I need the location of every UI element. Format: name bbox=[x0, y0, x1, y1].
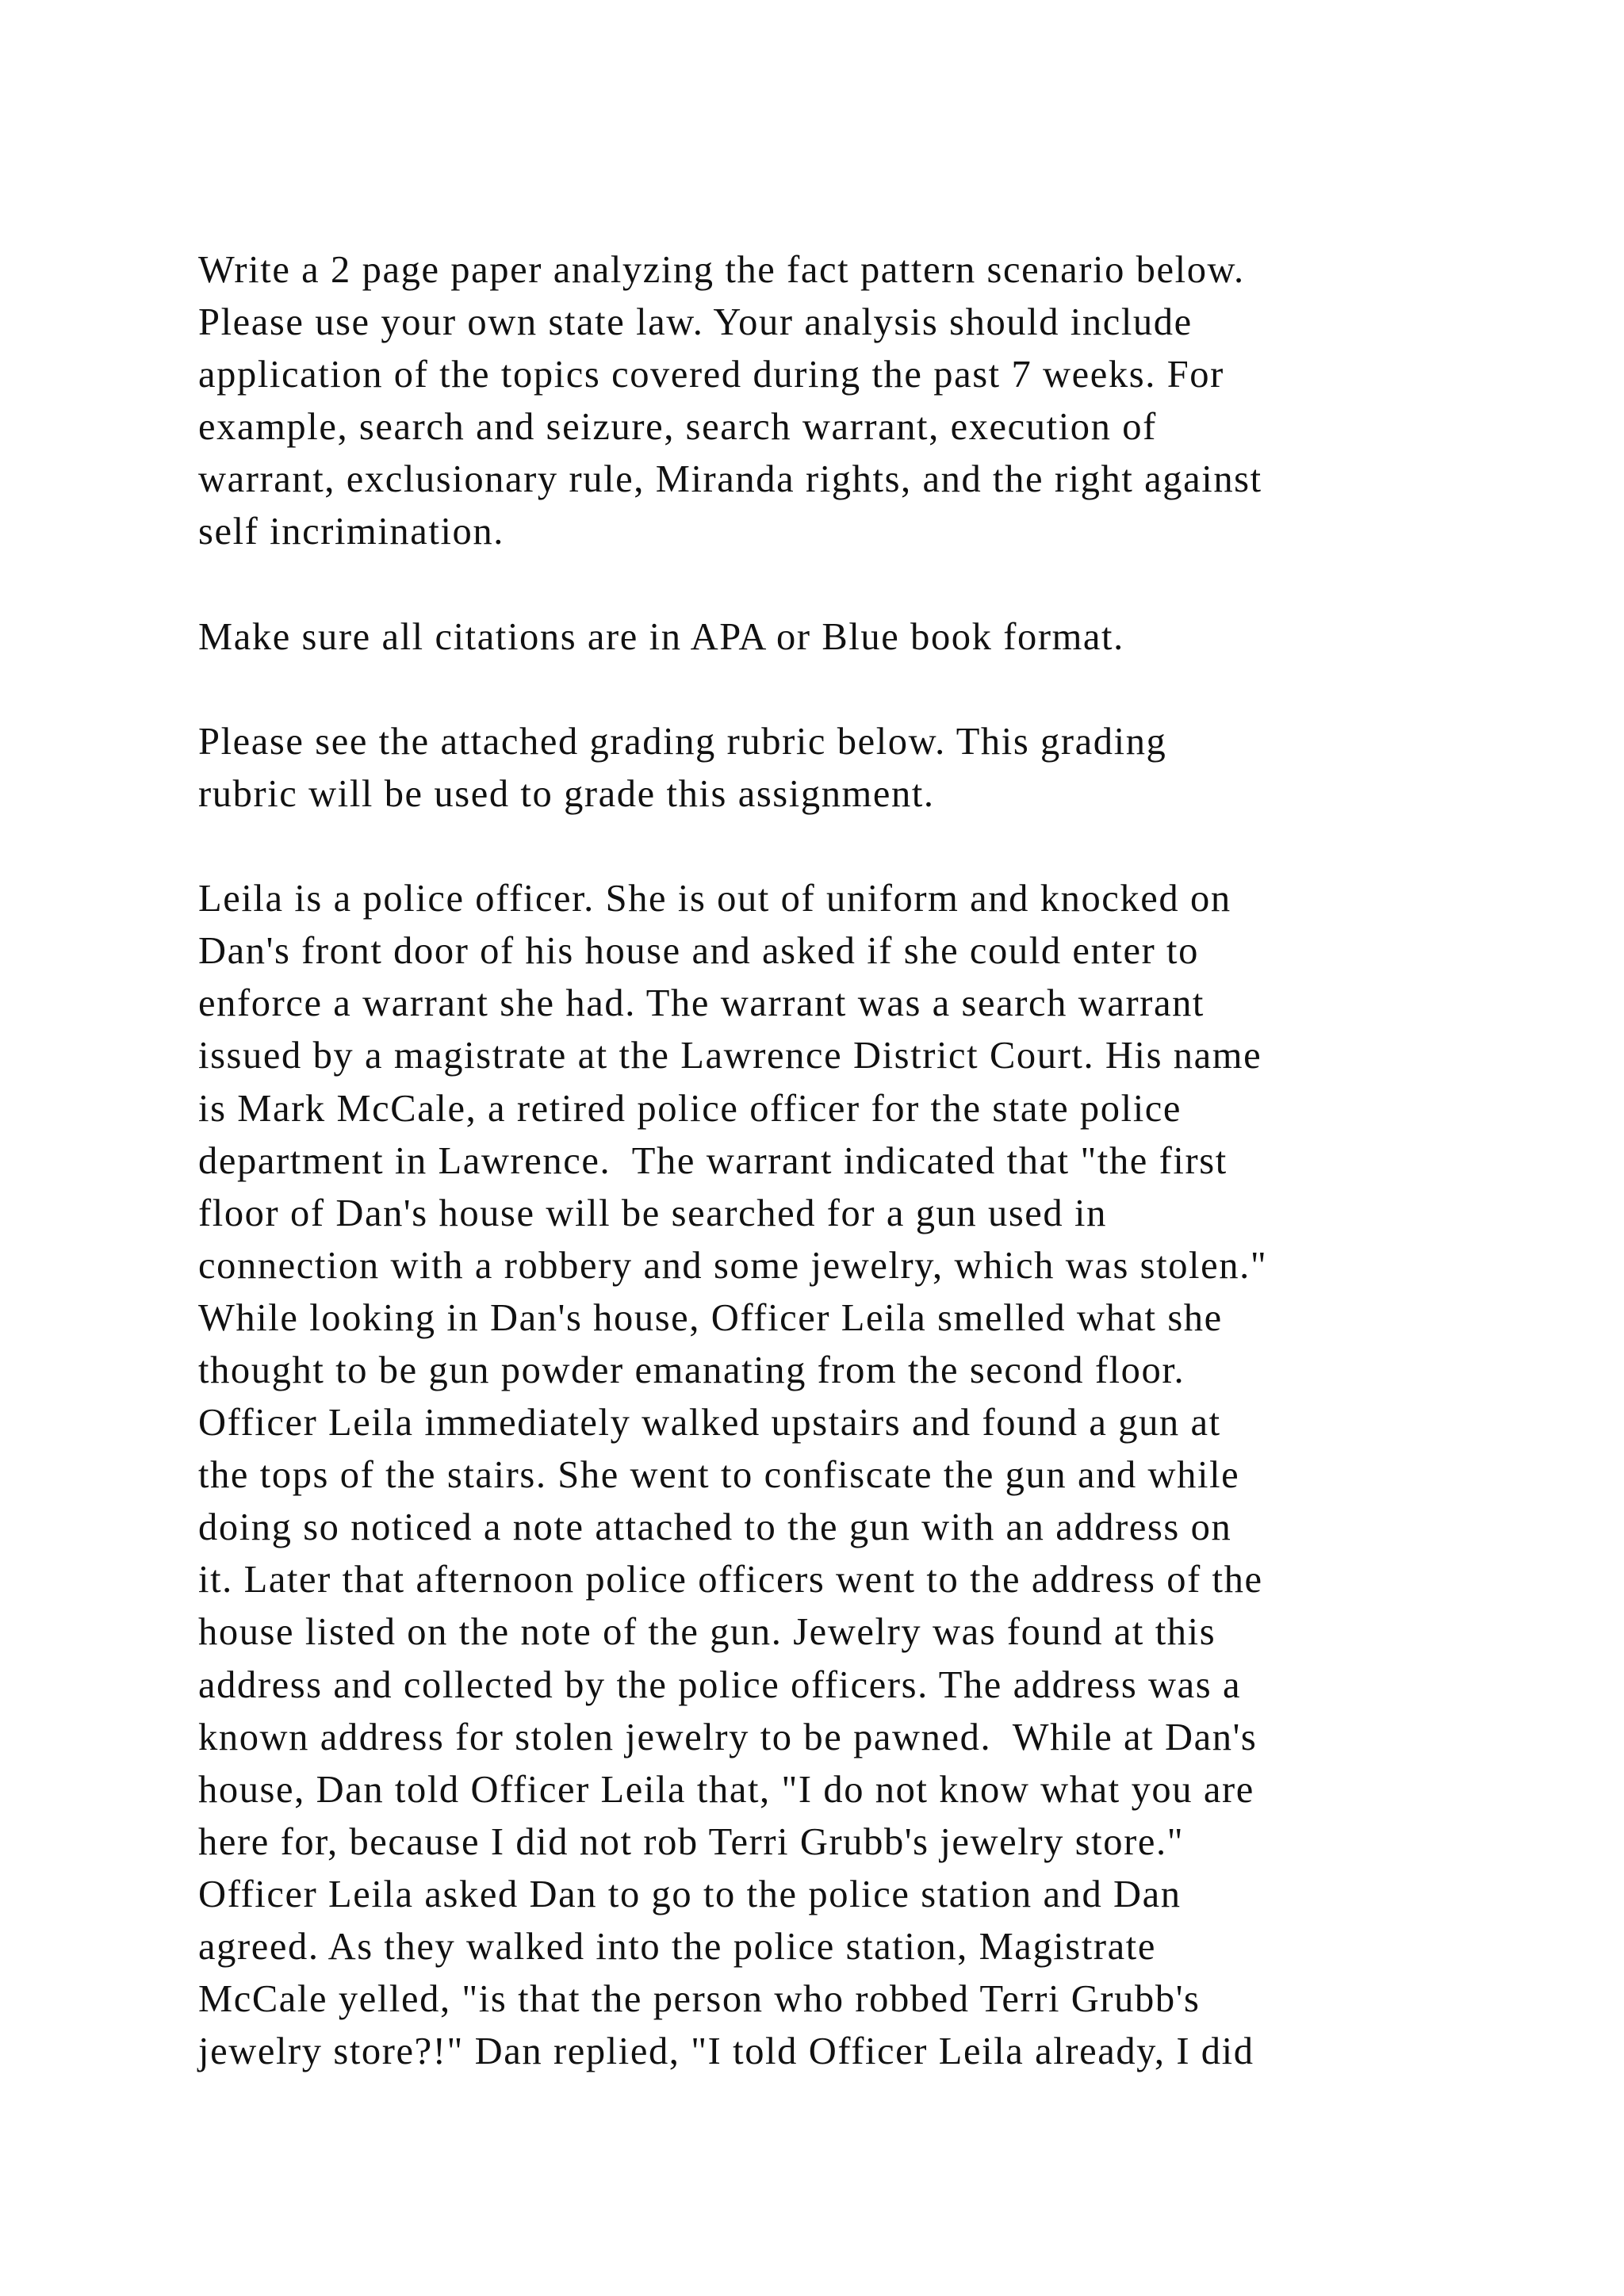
text-line: Officer Leila asked Dan to go to the police station and Dan bbox=[198, 1873, 1182, 1915]
text-line: example, search and seizure, search warrant, execution of bbox=[198, 406, 1157, 449]
text-line: known address for stolen jewelry to be pawned. While at Dan's bbox=[198, 1716, 1258, 1758]
text-line: house, Dan told Officer Leila that, "I do not know what you are bbox=[198, 1768, 1254, 1811]
text-line: enforce a warrant she had. The warrant was a search warrant bbox=[198, 982, 1205, 1025]
paragraph-gap bbox=[198, 559, 1483, 611]
text-line: self incrimination. bbox=[198, 511, 504, 553]
text-line: jewelry store?!" Dan replied, "I told Officer Leila already, I did bbox=[198, 2030, 1254, 2073]
paragraph-fact-pattern bbox=[198, 873, 1483, 2078]
paragraph-gap bbox=[198, 664, 1483, 716]
text-line: agreed. As they walked into the police station, Magistrate bbox=[198, 1926, 1156, 1968]
text-line: thought to be gun powder emanating from the second floor. bbox=[198, 1349, 1185, 1391]
text-line: house listed on the note of the gun. Jewelry was found at this bbox=[198, 1611, 1216, 1654]
text-line: Write a 2 page paper analyzing the fact pattern scenario below. bbox=[198, 249, 1245, 291]
text-line: doing so noticed a note attached to the gun with an address on bbox=[198, 1506, 1232, 1549]
text-line: here for, because I did not rob Terri Grubb's jewelry store." bbox=[198, 1820, 1185, 1863]
paragraph-gap bbox=[198, 821, 1483, 873]
text-line: it. Later that afternoon police officers went to the address of the bbox=[198, 1559, 1263, 1601]
text-line: While looking in Dan's house, Officer Leila smelled what she bbox=[198, 1296, 1223, 1339]
document-body bbox=[198, 244, 1483, 2078]
text-line: McCale yelled, "is that the person who robbed Terri Grubb's bbox=[198, 1978, 1201, 2021]
text-line: issued by a magistrate at the Lawrence District Court. His name bbox=[198, 1035, 1262, 1077]
text-line: Please see the attached grading rubric below. This grading bbox=[198, 720, 1167, 763]
text-line: floor of Dan's house will be searched for a gun used in bbox=[198, 1192, 1107, 1234]
text-line: the tops of the stairs. She went to confiscate the gun and while bbox=[198, 1454, 1240, 1497]
text-line: connection with a robbery and some jewelry, which was stolen." bbox=[198, 1244, 1268, 1287]
text-line: Officer Leila immediately walked upstairs and found a gun at bbox=[198, 1402, 1221, 1445]
text-line: Dan's front door of his house and asked if she could enter to bbox=[198, 930, 1199, 973]
text-line: is Mark McCale, a retired police officer for the state police bbox=[198, 1087, 1182, 1130]
text-line: department in Lawrence. The warrant indicated that "the first bbox=[198, 1139, 1228, 1182]
text-line: warrant, exclusionary rule, Miranda rights, and the right against bbox=[198, 458, 1262, 501]
paragraph-citations bbox=[198, 611, 1483, 664]
text-line: address and collected by the police officers. The address was a bbox=[198, 1663, 1242, 1706]
text-line: rubric will be used to grade this assignment. bbox=[198, 772, 935, 815]
text-line: Leila is a police officer. She is out of uniform and knocked on bbox=[198, 878, 1231, 920]
text-line: application of the topics covered during the past 7 weeks. For bbox=[198, 354, 1224, 396]
text-line: Please use your own state law. Your analysis should include bbox=[198, 301, 1193, 344]
paragraph-rubric bbox=[198, 716, 1483, 821]
paragraph-instructions bbox=[198, 244, 1483, 559]
text-line: Make sure all citations are in APA or Blue book format. bbox=[198, 615, 1124, 658]
